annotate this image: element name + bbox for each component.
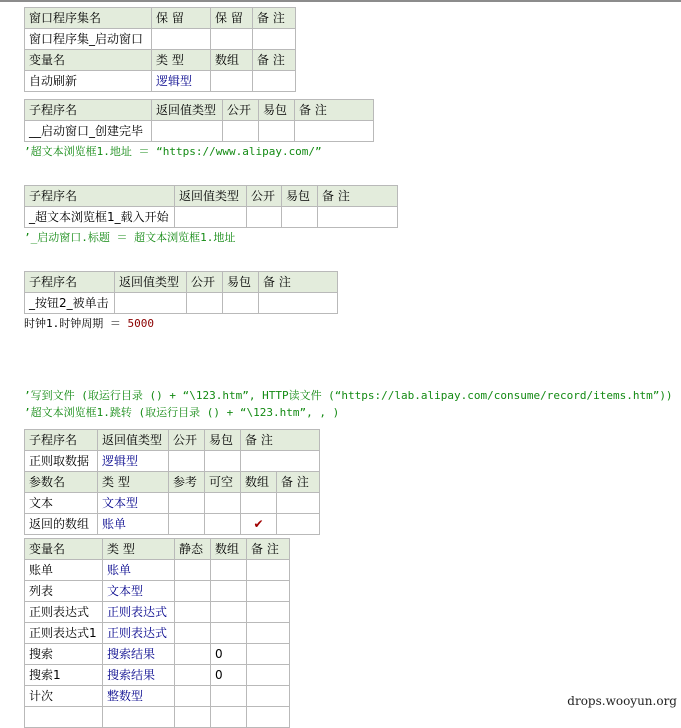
header-return-type: 返回值类型: [175, 186, 247, 207]
var-name-cell[interactable]: 正则表达式1: [25, 623, 103, 644]
var-note-cell[interactable]: [247, 623, 290, 644]
return-type-cell[interactable]: [152, 121, 223, 142]
note-cell[interactable]: [259, 293, 338, 314]
header-easy-pack: 易包: [282, 186, 318, 207]
assembly-name-cell[interactable]: 窗口程序集_启动窗口: [25, 29, 152, 50]
top-border: [0, 0, 681, 2]
sub-name-cell[interactable]: __启动窗口_创建完毕: [25, 121, 152, 142]
public-cell[interactable]: [223, 121, 259, 142]
sub-name-cell[interactable]: 正则取数据: [25, 451, 98, 472]
public-cell[interactable]: [247, 207, 282, 228]
return-type-cell[interactable]: 逻辑型: [98, 451, 169, 472]
code-line-comment-navigate[interactable]: ’超文本浏览框1.跳转 (取运行目录 () + “\123.htm”, , ): [24, 406, 340, 419]
header-array: 数组: [211, 539, 247, 560]
assembly-table: [24, 7, 296, 92]
var-note-cell[interactable]: [247, 707, 290, 728]
subroutine-table-button-click: [24, 271, 338, 314]
sub-name-cell[interactable]: _按钮2_被单击: [25, 293, 115, 314]
var-array-cell[interactable]: [211, 581, 247, 602]
public-cell[interactable]: [187, 293, 223, 314]
var-array-cell[interactable]: 0: [211, 644, 247, 665]
header-note: 备 注: [253, 8, 296, 29]
watermark: drops.wooyun.org: [567, 694, 677, 708]
easy-pack-cell[interactable]: [282, 207, 318, 228]
var-note-cell[interactable]: [247, 644, 290, 665]
table-row[interactable]: [25, 581, 290, 602]
param-type-cell[interactable]: 账单: [98, 514, 169, 535]
table-row[interactable]: [25, 560, 290, 581]
subroutine-table-regex: [24, 429, 320, 535]
var-type-cell[interactable]: 搜索结果: [103, 665, 175, 686]
var-static-cell[interactable]: [175, 665, 211, 686]
header-return-type: 返回值类型: [98, 430, 169, 451]
return-type-cell[interactable]: [175, 207, 247, 228]
header-var-name: 变量名: [25, 539, 103, 560]
reserved-cell-2[interactable]: [211, 29, 253, 50]
header-reference: 参考: [169, 472, 205, 493]
header-easy-pack: 易包: [259, 100, 295, 121]
header-public: 公开: [247, 186, 282, 207]
var-static-cell[interactable]: [175, 581, 211, 602]
param-name-cell[interactable]: 文本: [25, 493, 98, 514]
var-static-cell[interactable]: [175, 560, 211, 581]
var-name-cell[interactable]: 搜索1: [25, 665, 103, 686]
var-static-cell[interactable]: [175, 644, 211, 665]
header-sub-name: 子程序名: [25, 186, 175, 207]
code-line-comment-address[interactable]: ’超文本浏览框1.地址 ＝ “https://www.alipay.com/”: [24, 145, 322, 158]
header-return-type: 返回值类型: [152, 100, 223, 121]
param-type-cell[interactable]: 文本型: [98, 493, 169, 514]
header-sub-name: 子程序名: [25, 272, 115, 293]
var-note-cell[interactable]: [253, 71, 296, 92]
note-cell[interactable]: [241, 451, 320, 472]
var-type-cell[interactable]: 逻辑型: [152, 71, 211, 92]
easy-pack-cell[interactable]: [223, 293, 259, 314]
var-array-cell[interactable]: [211, 560, 247, 581]
var-static-cell[interactable]: [175, 602, 211, 623]
var-name-cell[interactable]: 搜索: [25, 644, 103, 665]
var-array-cell[interactable]: [211, 602, 247, 623]
header-note: 备 注: [247, 539, 290, 560]
var-type-cell[interactable]: 正则表达式: [103, 623, 175, 644]
header-type: 类 型: [152, 50, 211, 71]
var-type-cell[interactable]: 整数型: [103, 686, 175, 707]
var-note-cell[interactable]: [247, 686, 290, 707]
var-static-cell[interactable]: [175, 707, 211, 728]
param-array-cell[interactable]: [241, 493, 277, 514]
table-row[interactable]: [25, 686, 290, 707]
var-name-cell[interactable]: 正则表达式: [25, 602, 103, 623]
header-type: 类 型: [98, 472, 169, 493]
param-reference-cell[interactable]: [169, 493, 205, 514]
param-reference-cell[interactable]: [169, 514, 205, 535]
var-type-cell[interactable]: 文本型: [103, 581, 175, 602]
table-row[interactable]: [25, 707, 290, 728]
sub-name-cell[interactable]: _超文本浏览框1_载入开始: [25, 207, 175, 228]
var-static-cell[interactable]: [175, 686, 211, 707]
var-note-cell[interactable]: [247, 581, 290, 602]
var-name-cell[interactable]: 账单: [25, 560, 103, 581]
note-cell[interactable]: [295, 121, 374, 142]
easy-pack-cell[interactable]: [205, 451, 241, 472]
header-array: 数组: [241, 472, 277, 493]
subroutine-table-load-start: [24, 185, 398, 228]
var-array-cell[interactable]: [211, 71, 253, 92]
var-type-cell[interactable]: 账单: [103, 560, 175, 581]
header-sub-name: 子程序名: [25, 430, 98, 451]
header-sub-name: 子程序名: [25, 100, 152, 121]
var-static-cell[interactable]: [175, 623, 211, 644]
header-easy-pack: 易包: [223, 272, 259, 293]
var-name-cell[interactable]: [25, 707, 103, 728]
note-cell[interactable]: [253, 29, 296, 50]
subroutine-table-create: [24, 99, 374, 142]
header-nullable: 可空: [205, 472, 241, 493]
header-public: 公开: [169, 430, 205, 451]
note-cell[interactable]: [318, 207, 398, 228]
param-note-cell[interactable]: [277, 493, 320, 514]
local-variable-table: [24, 538, 290, 728]
table-row[interactable]: [25, 623, 290, 644]
param-name-cell[interactable]: 返回的数组: [25, 514, 98, 535]
return-type-cell[interactable]: [115, 293, 187, 314]
var-array-cell[interactable]: 0: [211, 665, 247, 686]
var-note-cell[interactable]: [247, 665, 290, 686]
header-return-type: 返回值类型: [115, 272, 187, 293]
var-array-cell[interactable]: [211, 686, 247, 707]
var-type-cell[interactable]: [103, 707, 175, 728]
code-line-comment-title[interactable]: ’_启动窗口.标题 ＝ 超文本浏览框1.地址: [24, 231, 236, 244]
header-array: 数组: [211, 50, 253, 71]
header-note: 备 注: [253, 50, 296, 71]
header-reserved-2: 保 留: [211, 8, 253, 29]
var-name-cell[interactable]: 列表: [25, 581, 103, 602]
param-nullable-cell[interactable]: [205, 514, 241, 535]
header-note: 备 注: [277, 472, 320, 493]
var-name-cell[interactable]: 计次: [25, 686, 103, 707]
header-static: 静态: [175, 539, 211, 560]
array-check-icon[interactable]: ✔: [241, 514, 277, 535]
header-note: 备 注: [295, 100, 374, 121]
param-note-cell[interactable]: [277, 514, 320, 535]
table-row[interactable]: [25, 665, 290, 686]
var-name-cell[interactable]: 自动刷新: [25, 71, 152, 92]
header-var-name: 变量名: [25, 50, 152, 71]
param-nullable-cell[interactable]: [205, 493, 241, 514]
var-note-cell[interactable]: [247, 560, 290, 581]
var-type-cell[interactable]: 搜索结果: [103, 644, 175, 665]
public-cell[interactable]: [169, 451, 205, 472]
header-type: 类 型: [103, 539, 175, 560]
header-note: 备 注: [241, 430, 320, 451]
var-type-cell[interactable]: 正则表达式: [103, 602, 175, 623]
code-timer-expression: 时钟1.时钟周期 ＝: [24, 317, 128, 330]
code-line-comment-write-file[interactable]: ’写到文件 (取运行目录 () + “\123.htm”, HTTP读文件 (“https://lab.alipay.com/consume/record/items.htm”)): [24, 389, 673, 402]
header-note: 备 注: [318, 186, 398, 207]
var-array-cell[interactable]: [211, 623, 247, 644]
header-param-name: 参数名: [25, 472, 98, 493]
header-public: 公开: [187, 272, 223, 293]
header-reserved-1: 保 留: [152, 8, 211, 29]
code-timer-value: 5000: [127, 317, 154, 330]
header-assembly-name: 窗口程序集名: [25, 8, 152, 29]
easy-pack-cell[interactable]: [259, 121, 295, 142]
table-row[interactable]: [25, 602, 290, 623]
table-row[interactable]: [25, 644, 290, 665]
code-line-timer[interactable]: [24, 317, 154, 331]
header-public: 公开: [223, 100, 259, 121]
var-array-cell[interactable]: [211, 707, 247, 728]
var-note-cell[interactable]: [247, 602, 290, 623]
header-note: 备 注: [259, 272, 338, 293]
reserved-cell-1[interactable]: [152, 29, 211, 50]
header-easy-pack: 易包: [205, 430, 241, 451]
